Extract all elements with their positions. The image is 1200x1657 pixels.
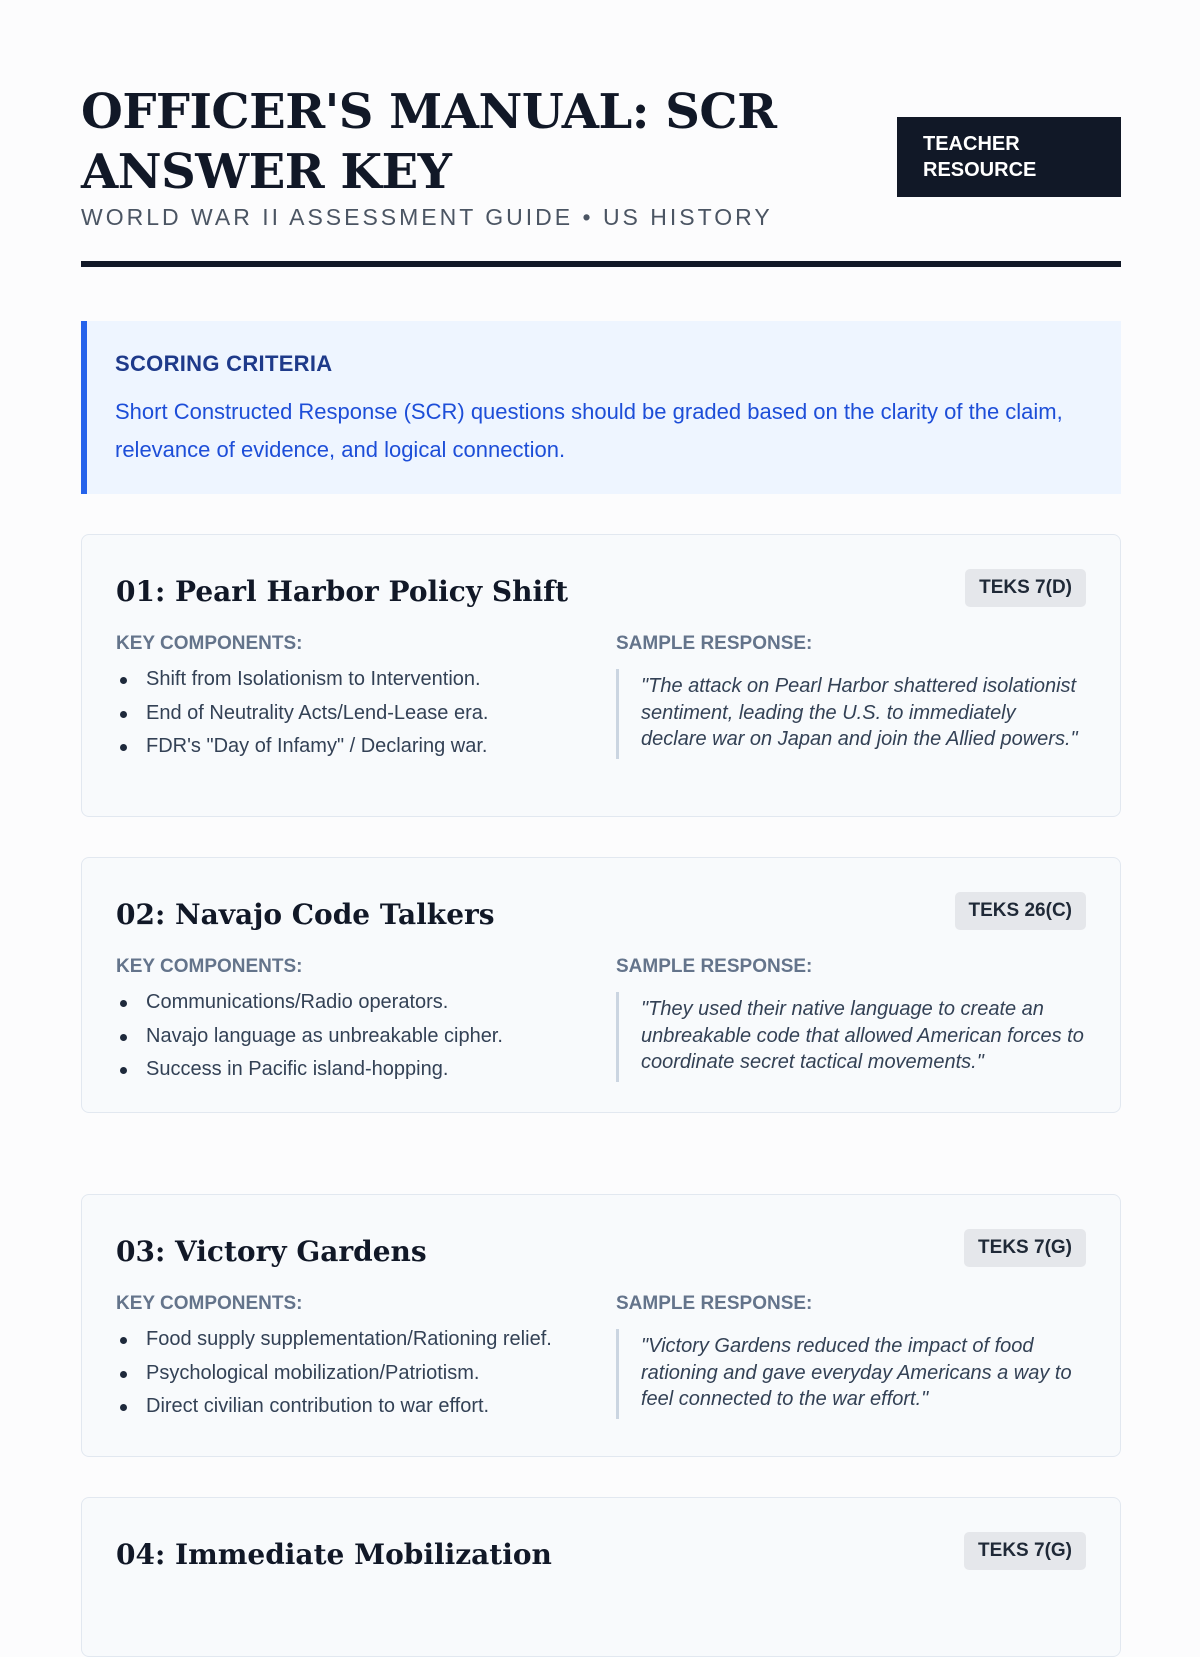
scoring-criteria-text: Short Constructed Response (SCR) questions should be graded based on the clarity of the claim, relevance of evidence, and logical connection. (115, 399, 1063, 462)
key-components-list (116, 663, 586, 764)
question-card-04 (81, 1497, 1121, 1657)
list-item: Psychological mobilization/Patriotism. (116, 1357, 586, 1391)
key-components-label: KEY COMPONENTS: (116, 633, 303, 654)
key-components-list (116, 986, 586, 1087)
list-item: Shift from Isolationism to Intervention. (116, 663, 586, 697)
key-components-list (116, 1323, 586, 1424)
question-title: 03: Victory Gardens (116, 1235, 427, 1268)
list-item: Success in Pacific island-hopping. (116, 1053, 586, 1087)
list-item: Food supply supplementation/Rationing relief. (116, 1323, 586, 1357)
header-divider (81, 261, 1121, 267)
key-components-label: KEY COMPONENTS: (116, 956, 303, 977)
teks-badge: TEKS 26(C) (955, 892, 1086, 930)
question-card-02 (81, 857, 1121, 1113)
sample-response-quote: "The attack on Pearl Harbor shattered isolationist sentiment, leading the U.S. to immediately declare war on Japan and join the Allied powers." (616, 669, 1086, 759)
question-card-01 (81, 534, 1121, 817)
sample-response-label: SAMPLE RESPONSE: (616, 1293, 813, 1314)
list-item: Communications/Radio operators. (116, 986, 586, 1020)
sample-response-label: SAMPLE RESPONSE: (616, 956, 813, 977)
key-components-label: KEY COMPONENTS: (116, 1293, 303, 1314)
teks-badge: TEKS 7(G) (964, 1532, 1086, 1570)
question-card-03 (81, 1194, 1121, 1457)
sample-response-quote: "Victory Gardens reduced the impact of food rationing and gave everyday Americans a way to feel connected to the war effort." (616, 1329, 1086, 1419)
page-title: OFFICER'S MANUAL: SCR ANSWER KEY (81, 84, 777, 200)
sample-response-quote: "They used their native language to create an unbreakable code that allowed American forces to coordinate secret tactical movements." (616, 992, 1086, 1082)
teks-badge: TEKS 7(D) (965, 569, 1086, 607)
scoring-criteria-title: SCORING CRITERIA (115, 351, 333, 376)
page-subtitle: WORLD WAR II ASSESSMENT GUIDE • US HISTORY (81, 204, 773, 230)
list-item: End of Neutrality Acts/Lend-Lease era. (116, 697, 586, 731)
question-title: 04: Immediate Mobilization (116, 1538, 552, 1571)
scoring-criteria-callout (81, 321, 1121, 494)
teacher-resource-badge: TEACHER RESOURCE (897, 117, 1121, 197)
page-header (81, 82, 1121, 267)
sample-response-label: SAMPLE RESPONSE: (616, 633, 813, 654)
list-item: FDR's "Day of Infamy" / Declaring war. (116, 730, 586, 764)
list-item: Navajo language as unbreakable cipher. (116, 1020, 586, 1054)
list-item: Direct civilian contribution to war effort. (116, 1390, 586, 1424)
question-title: 02: Navajo Code Talkers (116, 898, 495, 931)
teks-badge: TEKS 7(G) (964, 1229, 1086, 1267)
question-title: 01: Pearl Harbor Policy Shift (116, 575, 569, 608)
